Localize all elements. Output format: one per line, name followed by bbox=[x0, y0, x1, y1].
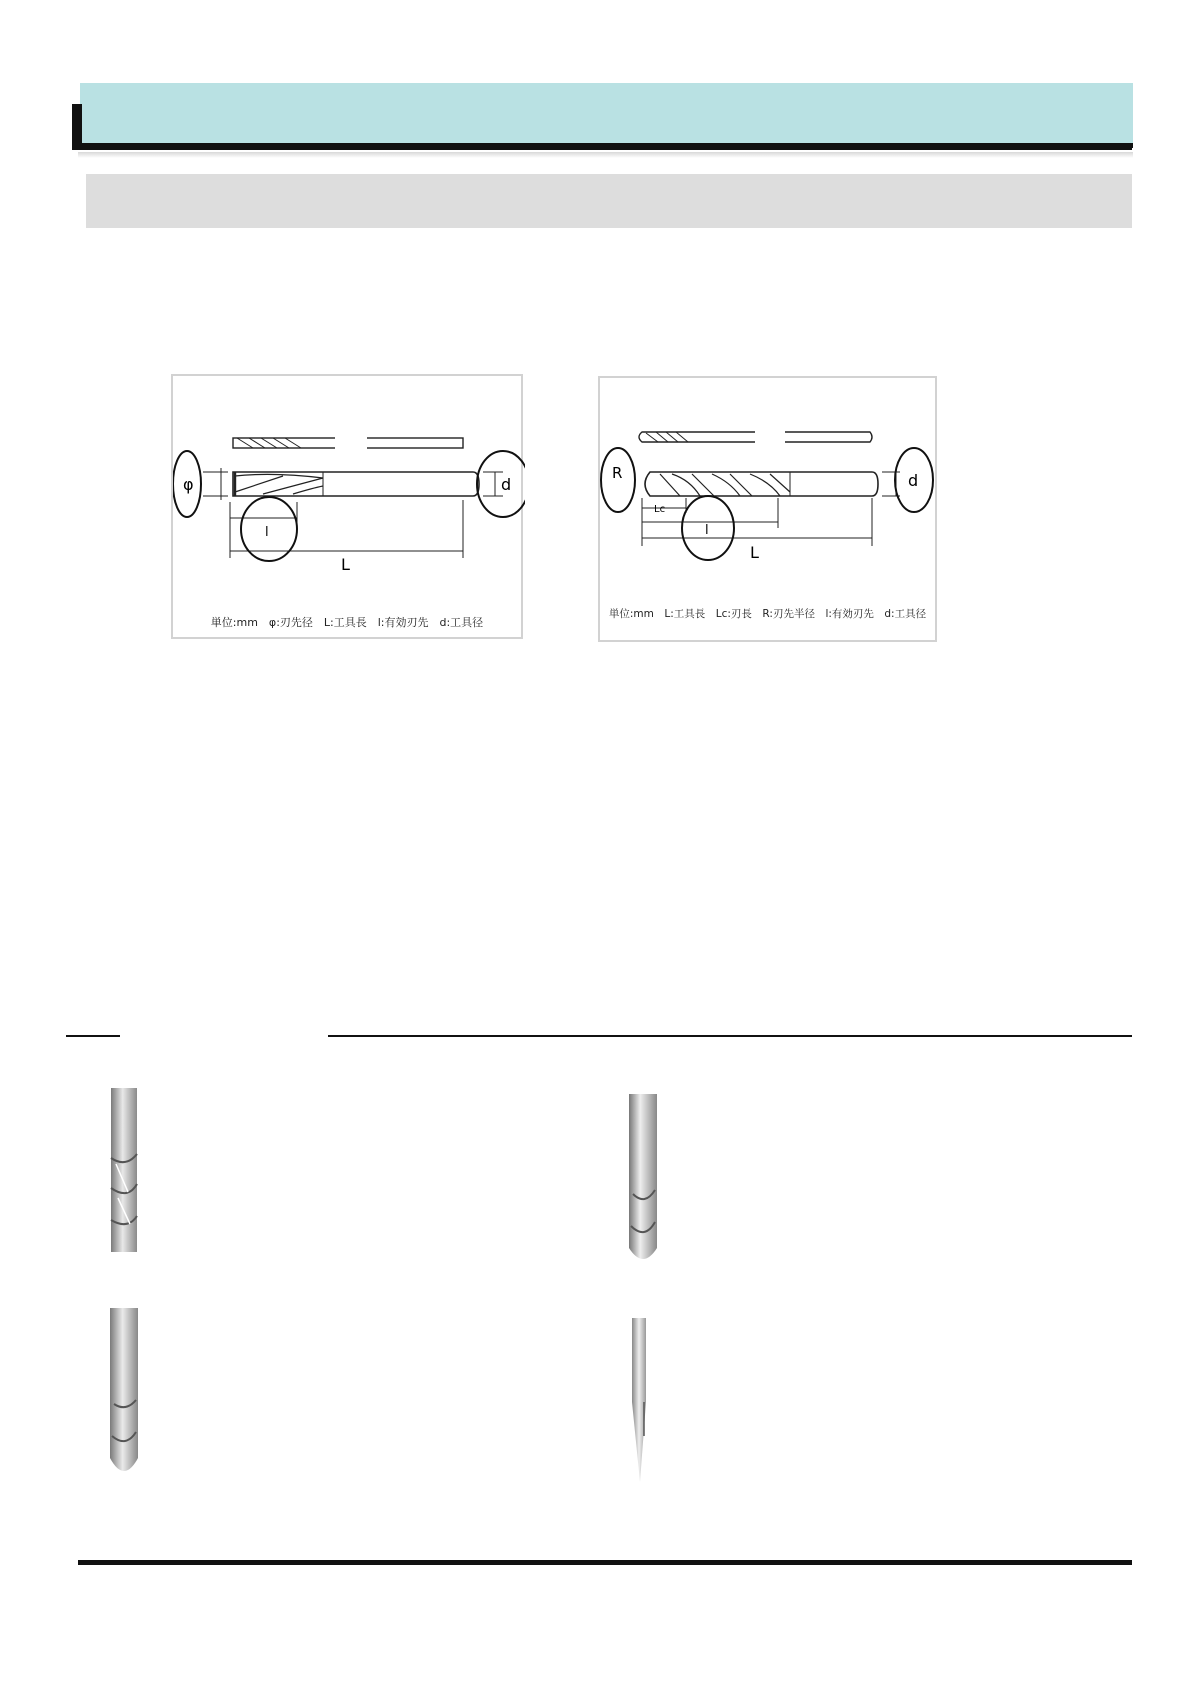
Lc-label: Lc bbox=[654, 504, 666, 515]
flat-end-mill-diagram bbox=[171, 374, 523, 639]
ball-end-mill-diagram bbox=[598, 376, 937, 642]
engraving-cutter-icon bbox=[628, 1318, 652, 1482]
section-subheader bbox=[86, 174, 1132, 228]
top-view-tool bbox=[639, 430, 872, 444]
ball-end-mill-icon bbox=[625, 1094, 661, 1264]
section-divider bbox=[328, 1035, 1132, 1037]
phi-label: φ bbox=[183, 475, 194, 494]
l-label: l bbox=[265, 525, 269, 540]
flat-end-mill-drawing bbox=[173, 376, 525, 641]
R-label: R bbox=[612, 464, 623, 482]
main-view-tool bbox=[233, 472, 479, 496]
main-view-tool bbox=[645, 472, 878, 496]
d-label: d bbox=[908, 471, 919, 490]
footer-rule bbox=[78, 1560, 1132, 1565]
diagram-legend: 単位:mm φ:刃先径 L:工具長 l:有効刃先 d:工具径 bbox=[210, 616, 484, 629]
d-label: d bbox=[501, 475, 512, 494]
top-view-tool bbox=[233, 436, 463, 450]
section-header bbox=[80, 83, 1133, 148]
short-divider bbox=[66, 1035, 120, 1037]
ball-nose-end-mill-icon bbox=[106, 1308, 142, 1476]
square-end-mill-icon bbox=[106, 1088, 142, 1256]
l-label: l bbox=[705, 523, 709, 538]
L-label: L bbox=[750, 543, 759, 562]
header-accent bbox=[73, 104, 82, 150]
L-label: L bbox=[341, 555, 350, 574]
ball-end-mill-drawing bbox=[600, 378, 939, 644]
header-shadow bbox=[78, 152, 1133, 158]
diagram-legend: 単位:mm L:工具長 Lc:刃長 R:刃先半径 l:有効刃先 d:工具径 bbox=[608, 608, 927, 620]
